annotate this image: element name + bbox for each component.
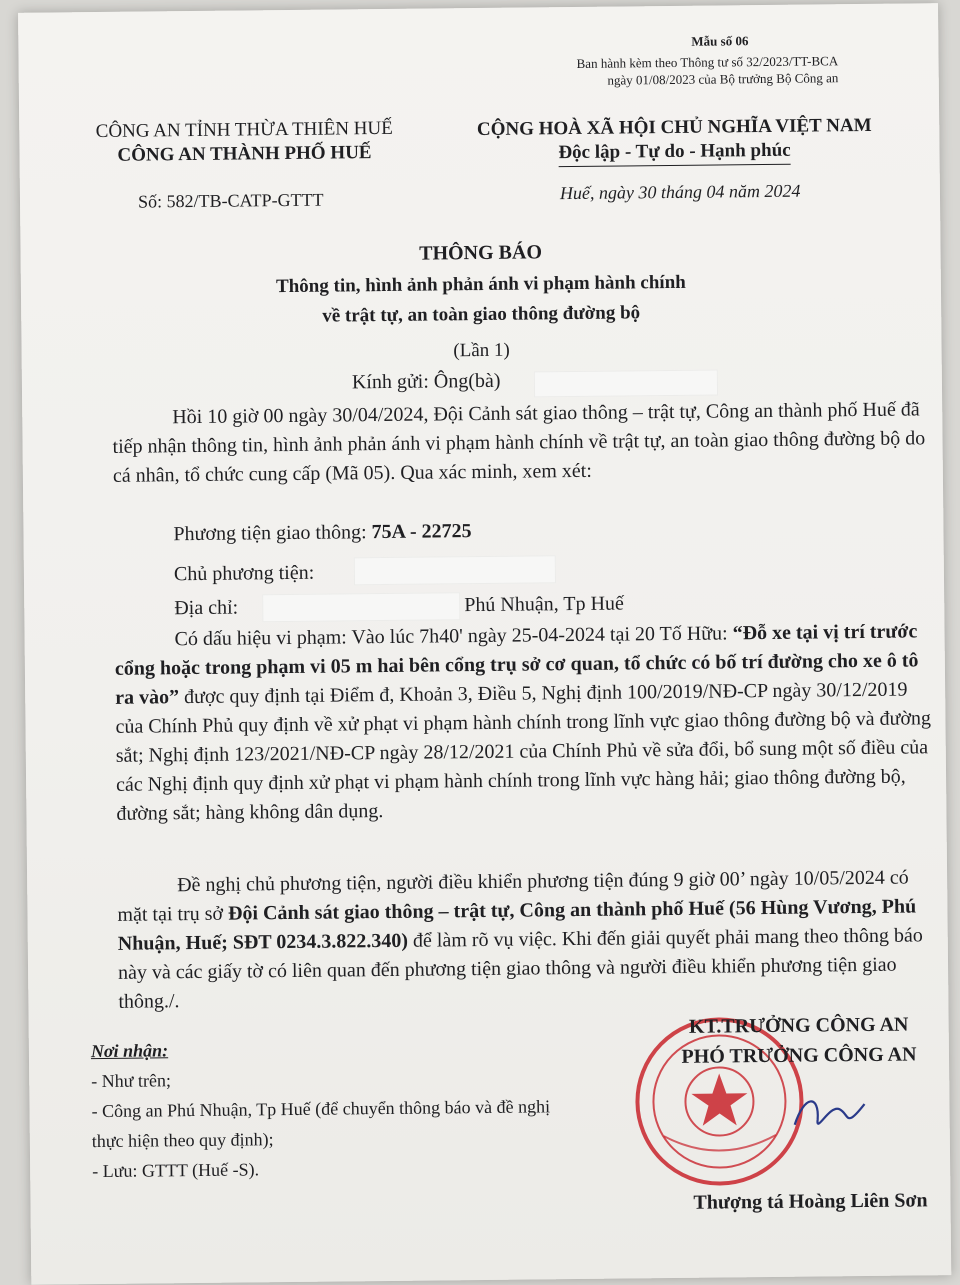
form-number: Mẫu số 06 xyxy=(691,33,749,49)
recipients-heading: Nơi nhận: xyxy=(90,1040,169,1062)
signature-icon xyxy=(789,1084,870,1145)
redacted-recipient xyxy=(534,370,718,398)
signature-title-1: KT.TRƯỞNG CÔNG AN xyxy=(688,1013,909,1038)
redacted-owner xyxy=(354,555,556,585)
office-address: Đội Cảnh sát giao thông – trật tự, Công an thành phố Huế (56 Hùng Vương, Phú Nhuận, Huế; SĐT 0234.3.822.340) xyxy=(117,895,917,955)
owner-field: Chủ phương tiện: xyxy=(173,561,315,586)
greeting: Kính gửi: Ông(bà) xyxy=(351,369,501,394)
national-header xyxy=(444,114,904,169)
document-number: Số: 582/TB-CATP-GTTT xyxy=(137,189,324,212)
document-subtitle: Thông tin, hình ảnh phản ánh vi phạm hành chính về trật tự, an toàn giao thông đường bộ xyxy=(275,271,686,327)
document-date: Huế, ngày 30 tháng 04 năm 2024 xyxy=(559,180,801,204)
document-sheet xyxy=(18,3,951,1285)
recipient-item: - Lưu: GTTT (Huế -S). xyxy=(92,1159,260,1182)
recipients-block xyxy=(91,1031,563,1186)
form-reference: Ban hành kèm theo Thông tư số 32/2023/TT-BCA ngày 01/08/2023 của Bộ trưởng Bộ Công an xyxy=(576,53,839,88)
address-field: Địa chỉ: xyxy=(174,596,239,620)
motto: Độc lập - Tự do - Hạnh phúc xyxy=(558,139,791,167)
org-name: CÔNG AN THÀNH PHỐ HUẾ xyxy=(117,142,372,166)
address-visible: Phú Nhuận, Tp Huế xyxy=(464,592,624,617)
signer-name: Thượng tá Hoàng Liên Sơn xyxy=(693,1189,928,1214)
nation-name: CỘNG HOÀ XÃ HỘI CHỦ NGHĨA VIỆT NAM xyxy=(476,114,872,141)
redacted-address xyxy=(262,592,460,622)
notice-round: (Lần 1) xyxy=(453,339,510,362)
signature-block xyxy=(639,1009,960,1072)
violation-description: “Đỗ xe tại vị trí trước cổng hoặc trong phạm vi 05 m hai bên cổng trụ sở cơ quan, tổ chức có bố trí đường cho xe ô tô ra vào” xyxy=(114,620,919,709)
document-title: THÔNG BÁO xyxy=(419,241,543,265)
request-paragraph: Đề nghị chủ phương tiện, người điều khiển phương tiện đúng 9 giờ 00’ ngày 10/05/2024 có mặt tại trụ sở Đội Cảnh sát giao thông – trật tự, Công an thành phố Huế (56 Hùng Vương, Phú Nhuận, Huế; SĐT 0234.3.822.340) để làm rõ vụ việc. Khi đến giải quyết phải mang theo thông báo này và các giấy tờ có liên quan đến phương tiện giao thông và người điều khiển phương tiện giao thông./. xyxy=(117,866,923,1013)
parent-org: CÔNG AN TỈNH THỪA THIÊN HUẾ xyxy=(95,117,393,143)
vehicle-field: Phương tiện giao thông: 75A - 22725 xyxy=(173,520,472,546)
recipient-item: - Công an Phú Nhuận, Tp Huế (để chuyển thông báo và đề nghị thực hiện theo quy định); xyxy=(91,1096,551,1152)
intro-paragraph: Hồi 10 giờ 00 ngày 30/04/2024, Đội Cảnh sát giao thông – trật tự, Công an thành phố Huế đã tiếp nhận thông tin, hình ảnh phản ánh vi phạm hành chính về trật tự, an toàn giao thông đường bộ do cá nhân, tổ chức cung cấp (Mã 05). Qua xác minh, xem xét: xyxy=(112,398,926,487)
vehicle-plate: 75A - 22725 xyxy=(371,520,472,544)
signature-title-2: PHÓ TRƯỞNG CÔNG AN xyxy=(681,1043,917,1068)
violation-paragraph: Có dấu hiệu vi phạm: Vào lúc 7h40' ngày 25-04-2024 tại 20 Tố Hữu: “Đỗ xe tại vị trí trước cổng hoặc trong phạm vi 05 m hai bên cổng trụ sở cơ quan, tổ chức có bố trí đường cho xe ô tô ra vào” được quy định tại Điểm đ, Khoản 3, Điều 5, Nghị định 100/2019/NĐ-CP ngày 30/12/2019 của Chính Phủ quy định về xử phạt vi phạm hành chính trong lĩnh vực giao thông đường bộ và đường sắt; Nghị định 123/2021/NĐ-CP ngày 28/12/2021 của Chính Phủ về sửa đổi, bổ sung một số điều của các Nghị định quy định xử phạt vi phạm hành chính trong lĩnh vực hàng hải; giao thông đường bộ, đường sắt; hàng không dân dụng. xyxy=(114,620,932,825)
issuing-organization xyxy=(69,117,419,169)
recipient-item: - Như trên; xyxy=(91,1070,172,1092)
